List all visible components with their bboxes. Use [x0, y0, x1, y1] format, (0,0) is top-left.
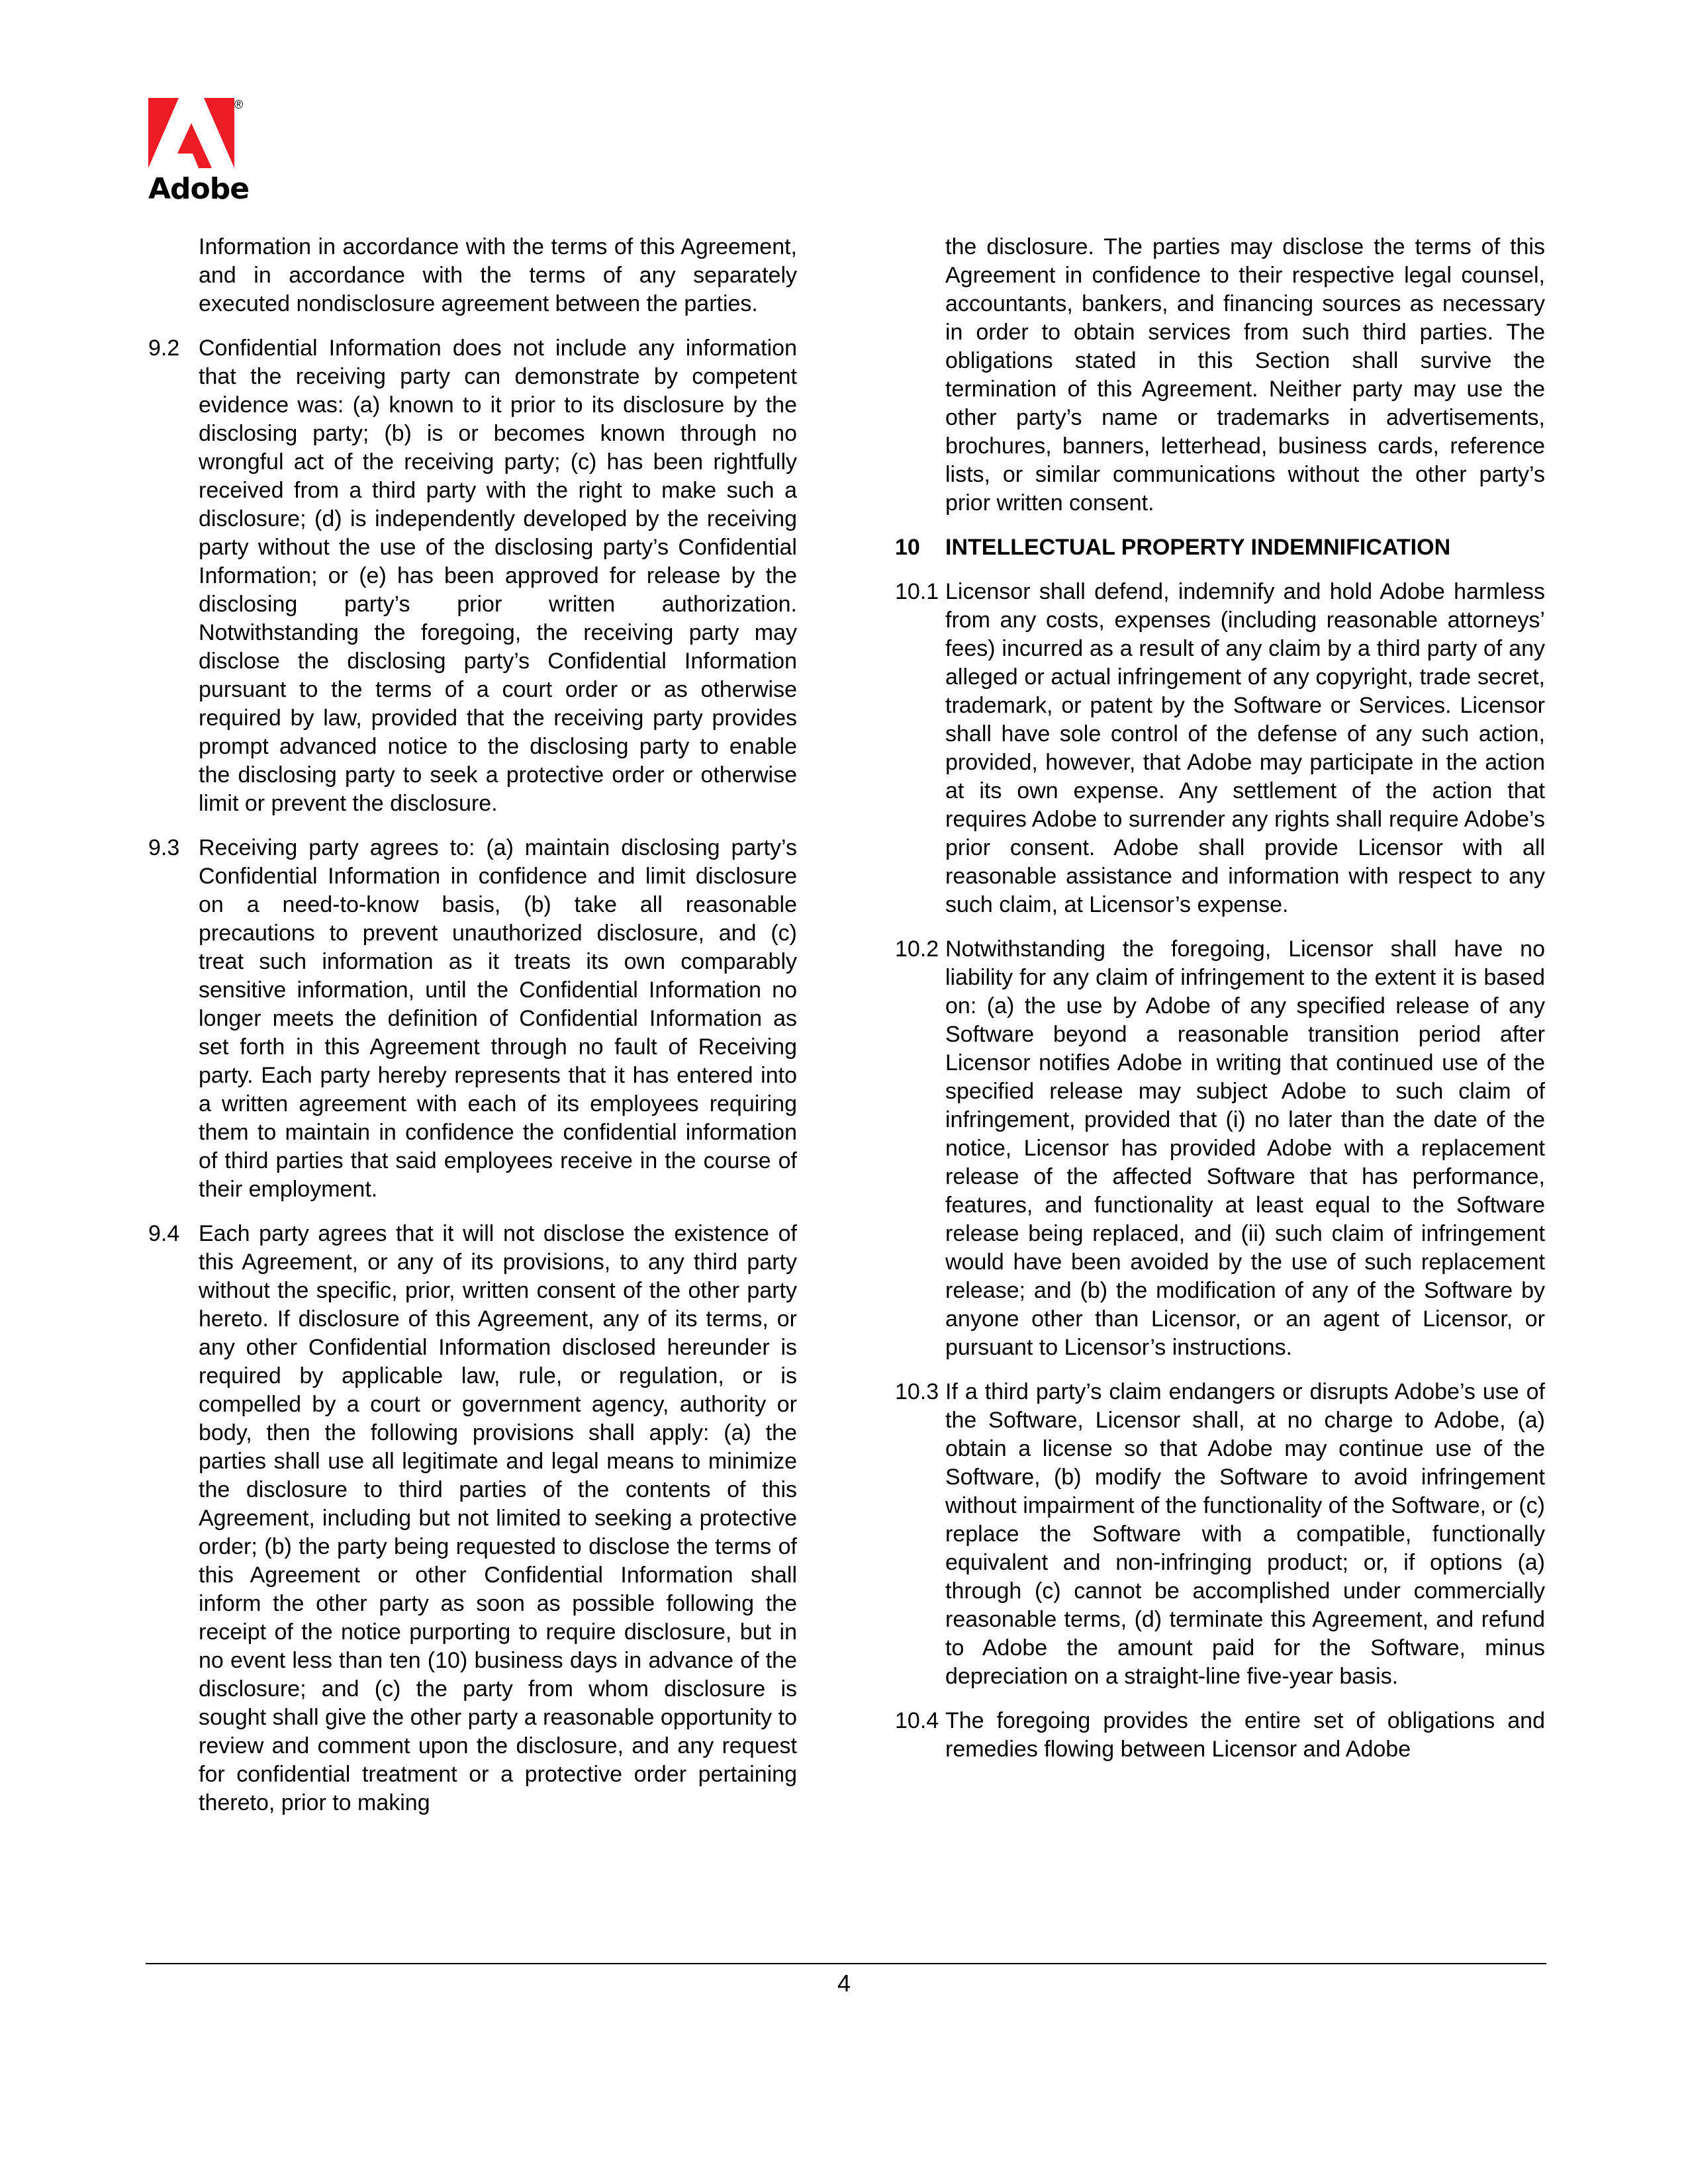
left-column — [148, 233, 797, 1833]
page-number: 4 — [837, 1970, 851, 1997]
adobe-logo-icon — [148, 98, 234, 168]
heading-number: 10 — [895, 535, 920, 560]
logo-wordmark: Adobe — [148, 172, 250, 206]
section-9-2 — [148, 334, 797, 818]
section-number: 10.4 — [895, 1708, 939, 1733]
section-text: Confidential Information does not include any information that the receiving party can demonstrate by competent evidence was: (a) known to it prior to its disclosure by the disclosing party; (b) is or becomes known through no wrongful act of the receiving party; (c) has been rightfully received from a third party with the right to make such a disclosure; (d) is independently developed by the receiving party without the use of the disclosing party’s Confidential Information; or (e) has been approved for release by the disclosing party’s prior written authorization. Notwithstanding the foregoing, the receiving party may disclose the disclosing party’s Confidential Information pursuant to the terms of a court order or as otherwise required by law, provided that the receiving party provides prompt advanced notice to the disclosing party to enable the disclosing party to seek a protective order or otherwise limit or prevent the disclosure. — [199, 336, 797, 816]
section-number: 9.3 — [148, 835, 180, 860]
right-column — [895, 233, 1545, 1780]
section-10-heading — [895, 533, 1545, 562]
section-number: 10.1 — [895, 579, 939, 604]
section-number: 10.3 — [895, 1379, 939, 1404]
section-9-4 — [148, 1220, 797, 1817]
section-10-2 — [895, 935, 1545, 1362]
section-10-3 — [895, 1378, 1545, 1691]
section-text: Receiving party agrees to: (a) maintain disclosing party’s Confidential Information in confidence and limit disclosure on a need-to-know basis, (b) take all reasonable precautions to prevent unauthorized disclosure, and (c) treat such information as it treats its own comparably sensitive information, until the Confidential Information no longer meets the definition of Confidential Information as set forth in this Agreement through no fault of Receiving party. Each party hereby represents that it has entered into a written agreement with each of its employees requiring them to maintain in confidence the confidential information of third parties that said employees receive in the course of their employment. — [199, 835, 797, 1202]
adobe-logo — [148, 98, 267, 210]
heading-title: INTELLECTUAL PROPERTY INDEMNIFICATION — [945, 535, 1451, 560]
section-number: 10.2 — [895, 936, 939, 962]
section-text: Notwithstanding the foregoing, Licensor shall have no liability for any claim of infringement to the extent it is based on: (a) the use by Adobe of any specified release of any Software beyond a reasonable transition period after Licensor notifies Adobe in writing that continued use of the specified release may subject Adobe to such claim of infringement, provided that (i) no later than the date of the notice, Licensor has provided Adobe with a replacement release of the affected Software that has performance, features, and functionality at least equal to the Software release being replaced, and (ii) such claim of infringement would have been avoided by the use of such replacement release; and (b) the modification of any of the Software by anyone other than Licensor, or an agent of Licensor, or pursuant to Licensor’s instructions. — [945, 936, 1545, 1360]
section-text: Licensor shall defend, indemnify and hold Adobe harmless from any costs, expenses (including reasonable attorneys’ fees) incurred as a result of any claim by a third party of any alleged or actual infringement of any copyright, trade secret, trademark, or patent by the Software or Services. Licensor shall have sole control of the defense of any such action, provided, however, that Adobe may participate in the action at its own expense. Any settlement of the action that requires Adobe to surrender any rights shall require Adobe’s prior consent. Adobe shall provide Licensor with all reasonable assistance and information with respect to any such claim, at Licensor’s expense. — [945, 579, 1545, 917]
section-text: The foregoing provides the entire set of obligations and remedies flowing between Licensor and Adobe — [945, 1708, 1545, 1762]
section-10-1 — [895, 578, 1545, 919]
section-9-3 — [148, 834, 797, 1204]
registered-mark: ® — [234, 98, 244, 111]
section-number: 9.4 — [148, 1221, 180, 1246]
section-text: If a third party’s claim endangers or disrupts Adobe’s use of the Software, Licensor shall, at no charge to Adobe, (a) obtain a license so that Adobe may continue use of the Software, (b) modify the Software to avoid infringement without impairment of the functionality of the Software, or (c) replace the Software with a compatible, functionally equivalent and non-infringing product; or, if options (a) through (c) cannot be accomplished under commercially reasonable terms, (d) terminate this Agreement, and refund to Adobe the amount paid for the Software, minus depreciation on a straight-line five-year basis. — [945, 1379, 1545, 1689]
paragraph-intro: Information in accordance with the terms of this Agreement, and in accordance with the terms of any separately executed nondisclosure agreement between the parties. — [199, 234, 797, 316]
section-text: Each party agrees that it will not disclose the existence of this Agreement, or any of its provisions, to any third party without the specific, prior, written consent of the other party hereto. If disclosure of this Agreement, any of its terms, or any other Confidential Information disclosed hereunder is required by applicable law, rule, or regulation, or is compelled by a court or government agency, authority or body, then the following provisions shall apply: (a) the parties shall use all legitimate and legal means to minimize the disclosure to third parties of the contents of this Agreement, including but not limited to seeking a protective order; (b) the party being requested to disclose the terms of this Agreement or other Confidential Information shall inform the other party as soon as possible following the receipt of the notice purporting to require disclosure, but in no event less than ten (10) business days in advance of the disclosure; and (c) the party from whom disclosure is sought shall give the other party a reasonable opportunity to review and comment upon the disclosure, and any request for confidential treatment or a protective order pertaining thereto, prior to making — [199, 1221, 797, 1815]
section-10-4 — [895, 1707, 1545, 1764]
paragraph-continued: the disclosure. The parties may disclose the terms of this Agreement in confidence to their respective legal counsel, accountants, bankers, and financing sources as necessary in order to obtain services from such third parties. The obligations stated in this Section shall survive the termination of this Agreement. Neither party may use the other party’s name or trademarks in advertisements, brochures, banners, letterhead, business cards, reference lists, or similar communications without the other party’s prior written consent. — [945, 234, 1545, 516]
footer-divider — [146, 1963, 1546, 1964]
section-number: 9.2 — [148, 336, 180, 361]
